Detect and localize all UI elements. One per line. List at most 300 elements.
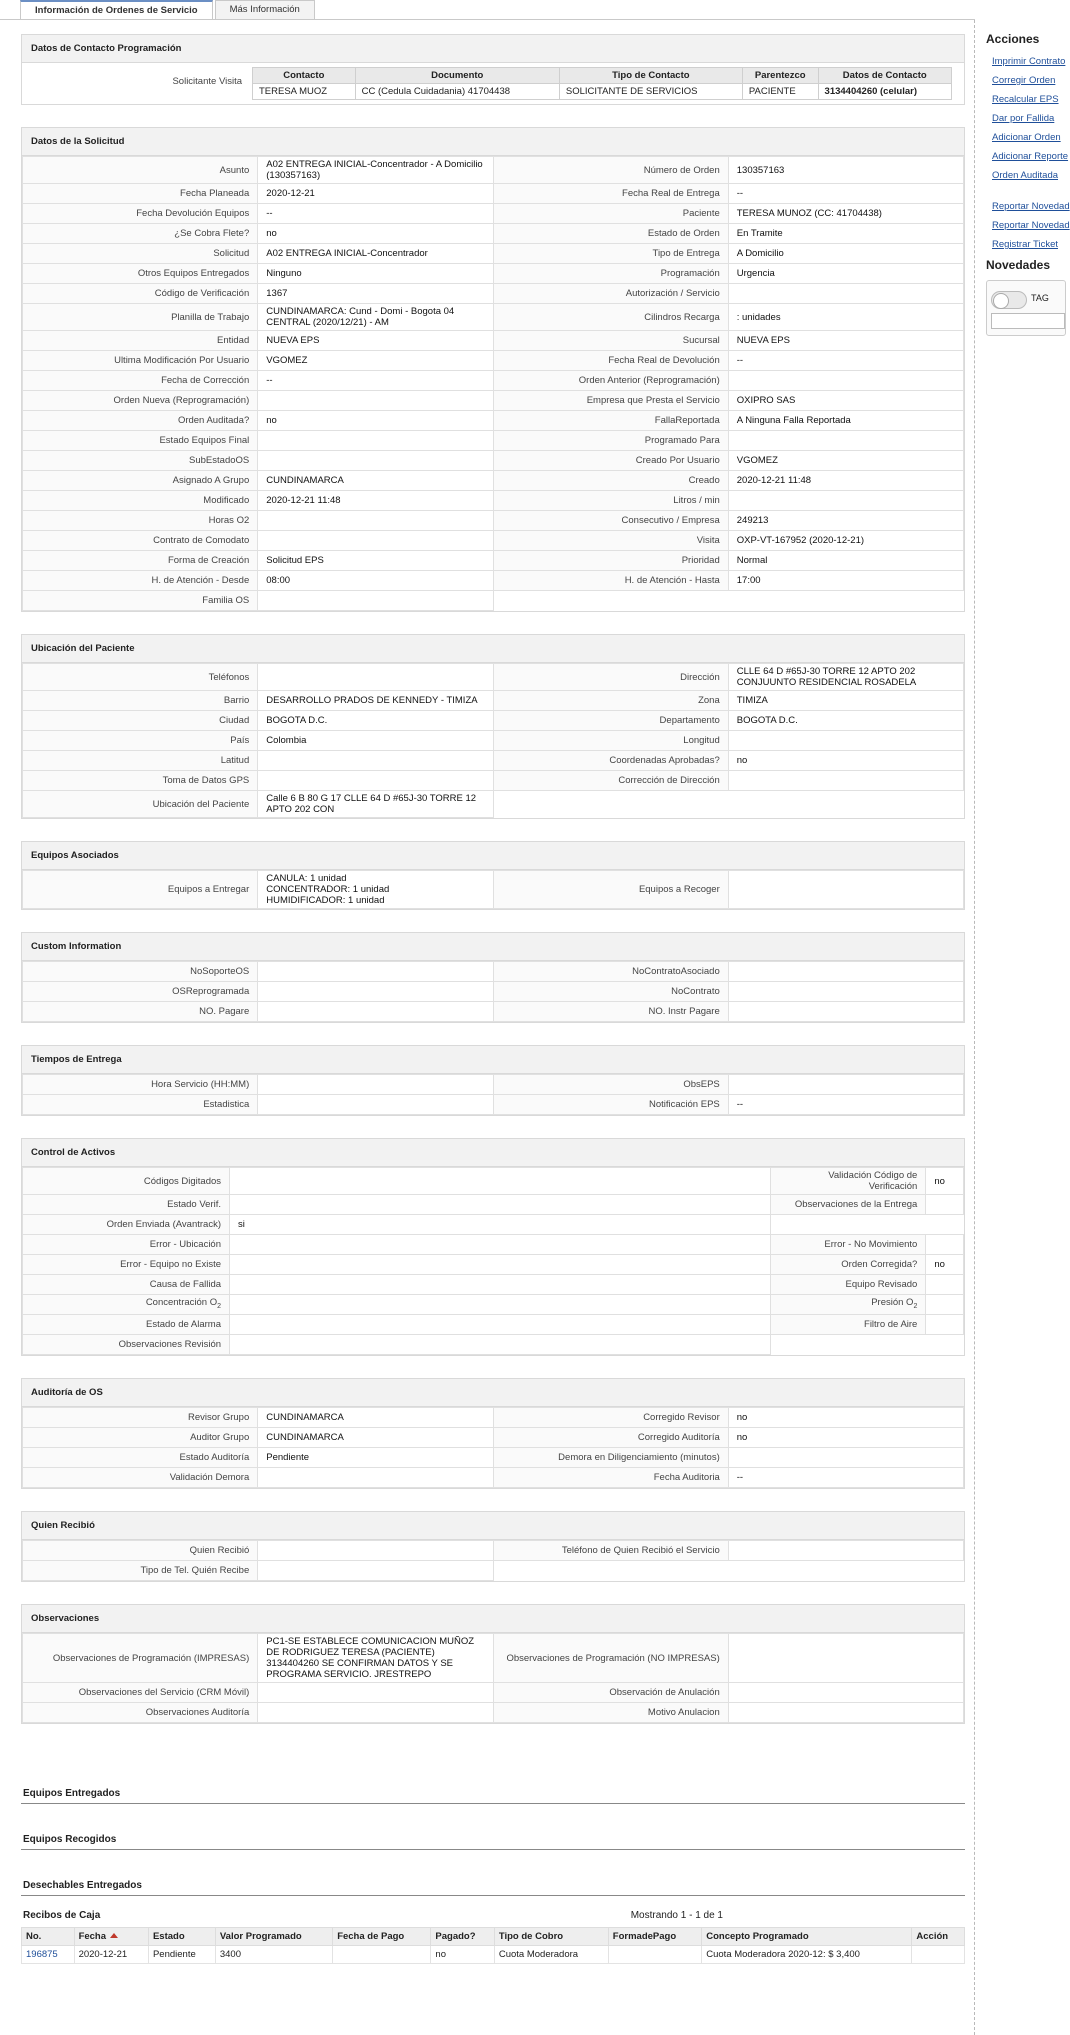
field-label: Familia OS xyxy=(23,591,258,611)
field-value-orden-nueva-reprogramacion xyxy=(258,391,493,411)
field-value-correccion-de-direccion xyxy=(728,771,963,791)
column-header-label: Valor Programado xyxy=(219,1931,302,1942)
field-label: Dirección xyxy=(493,664,728,691)
form-row xyxy=(23,204,964,224)
field-label: Litros / min xyxy=(493,491,728,511)
field-label: Revisor Grupo xyxy=(23,1408,258,1428)
field-value-orden-anterior-reprogramacion xyxy=(728,371,963,391)
field-label: Tipo de Entrega xyxy=(493,244,728,264)
field-value-fecha-real-de-entrega: -- xyxy=(728,184,963,204)
form-row xyxy=(23,1541,964,1561)
field-label: Fecha Auditoria xyxy=(493,1468,728,1488)
field-label: NoContratoAsociado xyxy=(493,962,728,982)
empty-cell xyxy=(926,1215,964,1235)
field-label: Prioridad xyxy=(493,551,728,571)
field-value-modificado: 2020-12-21 11:48 xyxy=(258,491,493,511)
field-value-error-equipo-no-existe xyxy=(230,1255,771,1275)
section-title: Control de Activos xyxy=(22,1139,964,1167)
field-label: Orden Corregida? xyxy=(771,1255,926,1275)
field-label: Zona xyxy=(493,691,728,711)
field-value-se-cobra-flete: no xyxy=(258,224,493,244)
field-label: Corregido Revisor xyxy=(493,1408,728,1428)
tab-informacion-ordenes[interactable]: Información de Ordenes de Servicio xyxy=(20,0,213,20)
field-label: Notificación EPS xyxy=(493,1095,728,1115)
field-label: Solicitud xyxy=(23,244,258,264)
field-label: Barrio xyxy=(23,691,258,711)
empty-cell xyxy=(493,591,728,611)
section-solicitud xyxy=(21,127,965,612)
field-label: Validación Código de Verificación xyxy=(771,1168,926,1195)
field-label: Observaciones de Programación (NO IMPRESAS) xyxy=(493,1634,728,1683)
field-label: Validación Demora xyxy=(23,1468,258,1488)
field-value-numero-de-orden: 130357163 xyxy=(728,157,963,184)
field-value-motivo-anulacion xyxy=(728,1703,963,1723)
field-label: Paciente xyxy=(493,204,728,224)
form-row xyxy=(23,664,964,691)
empty-cell xyxy=(728,791,963,818)
column-header-label: Fecha xyxy=(78,1931,107,1942)
field-value-nocontrato xyxy=(728,982,963,1002)
field-value-nosoporteos xyxy=(258,962,493,982)
cell-estado: Pendiente xyxy=(148,1946,215,1964)
contact-cell: CC (Cedula Cuidadania) 41704438 xyxy=(355,84,559,100)
field-value-fecha-planeada: 2020-12-21 xyxy=(258,184,493,204)
form-row xyxy=(23,284,964,304)
column-header: Documento xyxy=(355,68,559,84)
panel-separator xyxy=(974,20,975,2035)
form-table xyxy=(22,1407,964,1488)
actions-sidebar xyxy=(986,32,1070,336)
recibos-title: Recibos de Caja xyxy=(23,1910,101,1921)
form-row xyxy=(23,451,964,471)
form-row xyxy=(23,1275,964,1295)
field-value-tipo-de-entrega: A Domicilio xyxy=(728,244,963,264)
empty-cell xyxy=(771,1335,926,1355)
field-label: Modificado xyxy=(23,491,258,511)
form-row xyxy=(23,351,964,371)
form-row xyxy=(23,591,964,611)
form-row xyxy=(23,1215,964,1235)
field-value-observaciones-del-servicio-crm-movil xyxy=(258,1683,493,1703)
field-value-notificacion-eps: -- xyxy=(728,1095,963,1115)
field-label: Teléfono de Quien Recibió el Servicio xyxy=(493,1541,728,1561)
section-title: Custom Information xyxy=(22,933,964,961)
field-label: Motivo Anulacion xyxy=(493,1703,728,1723)
section-ubicacion xyxy=(21,634,965,819)
field-value-direccion: CLLE 64 D #65J-30 TORRE 12 APTO 202 CONJUUNTO RESIDENCIAL ROSADELA xyxy=(728,664,963,691)
form-row xyxy=(23,431,964,451)
form-row xyxy=(23,1195,964,1215)
field-value-osreprogramada xyxy=(258,982,493,1002)
field-label: Orden Nueva (Reprogramación) xyxy=(23,391,258,411)
cell-concepto-programado: Cuota Moderadora 2020-12: $ 3,400 xyxy=(702,1946,912,1964)
field-label: NoSoporteOS xyxy=(23,962,258,982)
form-row xyxy=(23,731,964,751)
field-value-empresa-que-presta-el-servicio: OXIPRO SAS xyxy=(728,391,963,411)
column-header: Tipo de Contacto xyxy=(559,68,742,84)
field-value-forma-de-creacion: Solicitud EPS xyxy=(258,551,493,571)
field-label: H. de Atención - Hasta xyxy=(493,571,728,591)
field-value-observaciones-revision xyxy=(230,1335,771,1355)
field-value-otros-equipos-entregados: Ninguno xyxy=(258,264,493,284)
form-row xyxy=(23,1448,964,1468)
field-value-observaciones-de-la-entrega xyxy=(926,1195,964,1215)
field-label: Número de Orden xyxy=(493,157,728,184)
field-value-validacion-demora xyxy=(258,1468,493,1488)
form-table xyxy=(22,1540,964,1581)
field-label: Error - Ubicación xyxy=(23,1235,230,1255)
field-label: Observaciones Auditoría xyxy=(23,1703,258,1723)
column-header-label: Fecha de Pago xyxy=(337,1931,405,1942)
action-link-registrar-ticket[interactable]: Registrar Ticket xyxy=(992,239,1058,250)
field-value-programacion: Urgencia xyxy=(728,264,963,284)
action-link-corregir-orden[interactable]: Corregir Orden xyxy=(992,75,1056,86)
form-table xyxy=(22,663,964,818)
field-label: Error - No Movimiento xyxy=(771,1235,926,1255)
field-value-fecha-de-correccion: -- xyxy=(258,371,493,391)
field-value-error-ubicacion xyxy=(230,1235,771,1255)
field-value-cilindros-recarga: : unidades xyxy=(728,304,963,331)
action-link-dar-por-fallida[interactable]: Dar por Fallida xyxy=(992,113,1055,124)
column-header: Parentezco xyxy=(742,68,818,84)
field-label: Auditor Grupo xyxy=(23,1428,258,1448)
field-value-estadistica xyxy=(258,1095,493,1115)
field-label: SubEstadoOS xyxy=(23,451,258,471)
action-link-recalcular-eps[interactable]: Recalcular EPS xyxy=(992,94,1059,105)
tag-widget xyxy=(986,280,1066,336)
field-value-tipo-de-tel-quien-recibe xyxy=(258,1561,493,1581)
form-row xyxy=(23,471,964,491)
field-label: OSReprogramada xyxy=(23,982,258,1002)
field-value-programado-para xyxy=(728,431,963,451)
form-row xyxy=(23,491,964,511)
field-label: Equipos a Recoger xyxy=(493,871,728,909)
tag-label: TAG xyxy=(1031,293,1049,303)
section-quien-recibio xyxy=(21,1511,965,1582)
field-value-orden-auditada: no xyxy=(258,411,493,431)
cell-tipo-de-cobro: Cuota Moderadora xyxy=(494,1946,608,1964)
equipos-entregar-list xyxy=(258,871,493,909)
empty-cell xyxy=(728,1561,963,1581)
equipo-item: HUMIDIFICADOR: 1 unidad xyxy=(266,895,385,906)
equipo-item: CANULA: 1 unidad xyxy=(266,873,347,884)
column-header: Contacto xyxy=(253,68,356,84)
field-value-observaciones-de-programacion-impresas: PC1-SE ESTABLECE COMUNICACION MUÑOZ DE RODRIGUEZ TERESA (PACIENTE) 3134404260 SE CONFIRMAN DATOS Y SE PROGRAMA SERVICIO. JRESTREPO xyxy=(258,1634,493,1683)
field-label: Forma de Creación xyxy=(23,551,258,571)
field-label: Demora en Diligenciamiento (minutos) xyxy=(493,1448,728,1468)
form-row xyxy=(23,264,964,284)
cell-accion xyxy=(912,1946,965,1964)
field-value-coordenadas-aprobadas: no xyxy=(728,751,963,771)
field-label: Estadistica xyxy=(23,1095,258,1115)
field-label: Consecutivo / Empresa xyxy=(493,511,728,531)
field-value-no-pagare xyxy=(258,1002,493,1022)
field-label: Equipos a Entregar xyxy=(23,871,258,909)
field-value-asignado-a-grupo: CUNDINAMARCA xyxy=(258,471,493,491)
field-label: Estado de Orden xyxy=(493,224,728,244)
contact-table xyxy=(252,67,952,100)
form-row xyxy=(23,1634,964,1683)
form-row xyxy=(23,1703,964,1723)
field-value-orden-enviada-avantrack: si xyxy=(230,1215,771,1235)
form-row xyxy=(23,411,964,431)
section-custom xyxy=(21,932,965,1023)
field-value-observacion-de-anulacion xyxy=(728,1683,963,1703)
field-label: NO. Instr Pagare xyxy=(493,1002,728,1022)
field-label: Código de Verificación xyxy=(23,284,258,304)
form-row xyxy=(23,331,964,351)
field-value-asunto: A02 ENTREGA INICIAL-Concentrador - A Domicilio (130357163) xyxy=(258,157,493,184)
tab-divider xyxy=(0,19,975,20)
form-row xyxy=(23,771,964,791)
field-value-error-no-movimiento xyxy=(926,1235,964,1255)
field-label: Fecha Devolución Equipos xyxy=(23,204,258,224)
recibos-table xyxy=(21,1927,965,1964)
field-value-presion-o2 xyxy=(926,1295,964,1315)
field-label: Otros Equipos Entregados xyxy=(23,264,258,284)
field-label: Toma de Datos GPS xyxy=(23,771,258,791)
form-row xyxy=(23,551,964,571)
field-label: Teléfonos xyxy=(23,664,258,691)
field-value-ciudad: BOGOTA D.C. xyxy=(258,711,493,731)
field-value-departamento: BOGOTA D.C. xyxy=(728,711,963,731)
action-link-orden-auditada[interactable]: Orden Auditada xyxy=(992,170,1059,181)
field-value-causa-de-fallida xyxy=(230,1275,771,1295)
field-label: Contrato de Comodato xyxy=(23,531,258,551)
contact-cell: TERESA MUOZ xyxy=(253,84,356,100)
cell-fecha-de-pago xyxy=(333,1946,431,1964)
field-label: Horas O2 xyxy=(23,511,258,531)
tab-mas-informacion[interactable]: Más Información xyxy=(215,0,315,20)
field-label: Ultima Modificación Por Usuario xyxy=(23,351,258,371)
form-row xyxy=(23,982,964,1002)
field-label: Planilla de Trabajo xyxy=(23,304,258,331)
field-value-corregido-revisor: no xyxy=(728,1408,963,1428)
form-table xyxy=(22,870,964,909)
field-label: Corrección de Dirección xyxy=(493,771,728,791)
pagination-info: Mostrando 1 - 1 de 1 xyxy=(630,1910,723,1921)
field-label: ObsEPS xyxy=(493,1075,728,1095)
field-value-contrato-de-comodato xyxy=(258,531,493,551)
cell-no[interactable] xyxy=(22,1946,75,1964)
field-label: Hora Servicio (HH:MM) xyxy=(23,1075,258,1095)
field-label: Fecha Real de Entrega xyxy=(493,184,728,204)
action-link-imprimir-contrato[interactable]: Imprimir Contrato xyxy=(992,56,1066,67)
column-header-label: Concepto Programado xyxy=(706,1931,809,1942)
section-tiempos xyxy=(21,1045,965,1116)
form-row xyxy=(23,511,964,531)
field-value-codigos-digitados xyxy=(230,1168,771,1195)
form-row xyxy=(23,1235,964,1255)
column-header-accion[interactable] xyxy=(912,1928,965,1946)
form-row xyxy=(23,371,964,391)
form-row xyxy=(23,1255,964,1275)
field-label: Solicitante Visita xyxy=(172,76,242,87)
form-row xyxy=(23,1683,964,1703)
field-value-nocontratoasociado xyxy=(728,962,963,982)
form-row xyxy=(23,1468,964,1488)
form-table xyxy=(22,961,964,1022)
field-label: Programado Para xyxy=(493,431,728,451)
field-label: Ubicación del Paciente xyxy=(23,791,258,818)
main-content xyxy=(21,34,965,1964)
column-header-pagado[interactable] xyxy=(431,1928,494,1946)
field-value-auditor-grupo: CUNDINAMARCA xyxy=(258,1428,493,1448)
field-value-fecha-real-de-devolucion: -- xyxy=(728,351,963,371)
field-label: Filtro de Aire xyxy=(771,1315,926,1335)
field-value-corregido-auditoria: no xyxy=(728,1428,963,1448)
field-label: Estado Verif. xyxy=(23,1195,230,1215)
field-value-solicitud: A02 ENTREGA INICIAL-Concentrador xyxy=(258,244,493,264)
action-link-reportar-novedad[interactable]: Reportar Novedad xyxy=(992,220,1070,231)
column-header-no[interactable] xyxy=(22,1928,75,1946)
field-value-longitud xyxy=(728,731,963,751)
field-value-autorizacion-servicio xyxy=(728,284,963,304)
table-row xyxy=(22,1946,965,1964)
action-link-adicionar-orden[interactable]: Adicionar Orden xyxy=(992,132,1061,143)
field-value-concentracion-o2 xyxy=(230,1295,771,1315)
cell-formadepago xyxy=(608,1946,701,1964)
field-value-revisor-grupo: CUNDINAMARCA xyxy=(258,1408,493,1428)
contact-cell: SOLICITANTE DE SERVICIOS xyxy=(559,84,742,100)
field-value-litros-min xyxy=(728,491,963,511)
field-label: Longitud xyxy=(493,731,728,751)
field-value xyxy=(728,871,963,909)
empty-cell xyxy=(493,791,728,818)
empty-cell xyxy=(493,1561,728,1581)
field-label: Estado Auditoría xyxy=(23,1448,258,1468)
field-value-hora-servicio-hh-mm xyxy=(258,1075,493,1095)
field-label: Orden Anterior (Reprogramación) xyxy=(493,371,728,391)
field-label: País xyxy=(23,731,258,751)
field-value-estado-verif xyxy=(230,1195,771,1215)
field-value-horas-o2 xyxy=(258,511,493,531)
field-value-zona: TIMIZA xyxy=(728,691,963,711)
section-title: Ubicación del Paciente xyxy=(22,635,964,663)
field-value-estado-auditoria: Pendiente xyxy=(258,1448,493,1468)
field-label: ¿Se Cobra Flete? xyxy=(23,224,258,244)
field-label: Equipo Revisado xyxy=(771,1275,926,1295)
field-label: Programación xyxy=(493,264,728,284)
field-label: Observaciones de Programación (IMPRESAS) xyxy=(23,1634,258,1683)
column-header-concepto-programado[interactable] xyxy=(702,1928,912,1946)
column-header-label: Pagado? xyxy=(435,1931,476,1942)
field-value-entidad: NUEVA EPS xyxy=(258,331,493,351)
column-header-fecha[interactable] xyxy=(74,1928,148,1946)
desechables-entregados-header: Desechables Entregados xyxy=(21,1876,965,1896)
field-label: Creado Por Usuario xyxy=(493,451,728,471)
field-value-ultima-modificacion-por-usuario: VGOMEZ xyxy=(258,351,493,371)
field-value-creado-por-usuario: VGOMEZ xyxy=(728,451,963,471)
equipo-item: CONCENTRADOR: 1 unidad xyxy=(266,884,390,895)
field-label: Creado xyxy=(493,471,728,491)
field-value-fecha-devolucion-equipos: -- xyxy=(258,204,493,224)
field-value-fallareportada: A Ninguna Falla Reportada xyxy=(728,411,963,431)
field-label: NoContrato xyxy=(493,982,728,1002)
column-header: Datos de Contacto xyxy=(818,68,951,84)
field-label: Asignado A Grupo xyxy=(23,471,258,491)
column-header-fecha-de-pago[interactable] xyxy=(333,1928,431,1946)
field-label: Cilindros Recarga xyxy=(493,304,728,331)
section-title: Equipos Asociados xyxy=(22,842,964,870)
action-link-reportar-novedad[interactable]: Reportar Novedad xyxy=(992,201,1070,212)
field-value-telefono-de-quien-recibio-el-servicio xyxy=(728,1541,963,1561)
field-value-orden-corregida: no xyxy=(926,1255,964,1275)
field-label: Estado de Alarma xyxy=(23,1315,230,1335)
field-label: Observaciones de la Entrega xyxy=(771,1195,926,1215)
action-link-adicionar-reporte[interactable]: Adicionar Reporte xyxy=(992,151,1069,162)
field-label: Causa de Fallida xyxy=(23,1275,230,1295)
field-value-estado-de-alarma xyxy=(230,1315,771,1335)
column-header-tipo-de-cobro[interactable] xyxy=(494,1928,608,1946)
recibo-link[interactable]: 196875 xyxy=(26,1949,58,1960)
section-auditoria xyxy=(21,1378,965,1489)
empty-cell xyxy=(926,1335,964,1355)
column-header-valor-programado[interactable] xyxy=(215,1928,332,1946)
form-row xyxy=(23,304,964,331)
form-row xyxy=(23,571,964,591)
form-row xyxy=(23,391,964,411)
sort-asc-icon[interactable] xyxy=(110,1933,118,1938)
field-label: FallaReportada xyxy=(493,411,728,431)
field-label: Asunto xyxy=(23,157,258,184)
field-value-latitud xyxy=(258,751,493,771)
form-row xyxy=(23,962,964,982)
form-row xyxy=(23,1095,964,1115)
form-row xyxy=(23,157,964,184)
section-observaciones xyxy=(21,1604,965,1724)
form-row xyxy=(23,244,964,264)
column-header-formadepago[interactable] xyxy=(608,1928,701,1946)
field-value-observaciones-de-programacion-no-impresas xyxy=(728,1634,963,1683)
form-table xyxy=(22,156,964,611)
section-title: Observaciones xyxy=(22,1605,964,1633)
tag-toggle[interactable] xyxy=(991,291,1027,309)
column-header-estado[interactable] xyxy=(148,1928,215,1946)
form-row xyxy=(23,691,964,711)
field-label: Estado Equipos Final xyxy=(23,431,258,451)
form-row xyxy=(23,791,964,818)
form-row xyxy=(23,711,964,731)
field-value-subestadoos xyxy=(258,451,493,471)
field-value-validacion-codigo-de-verificacion: no xyxy=(926,1168,964,1195)
field-label: Observaciones del Servicio (CRM Móvil) xyxy=(23,1683,258,1703)
field-value-prioridad: Normal xyxy=(728,551,963,571)
field-label: Fecha Planeada xyxy=(23,184,258,204)
cell-fecha: 2020-12-21 xyxy=(74,1946,148,1964)
field-label: NO. Pagare xyxy=(23,1002,258,1022)
equipos-recogidos-header: Equipos Recogidos xyxy=(21,1830,965,1850)
recibos-header xyxy=(23,1910,723,1921)
tag-input[interactable] xyxy=(991,313,1065,329)
contact-cell: PACIENTE xyxy=(742,84,818,100)
section-title: Datos de la Solicitud xyxy=(22,128,964,156)
form-row xyxy=(23,1168,964,1195)
field-value-estado-equipos-final xyxy=(258,431,493,451)
form-row xyxy=(23,1002,964,1022)
field-value-demora-en-diligenciamiento-minutos xyxy=(728,1448,963,1468)
field-label: Departamento xyxy=(493,711,728,731)
field-value-h-de-atencion-desde: 08:00 xyxy=(258,571,493,591)
form-table xyxy=(22,1633,964,1723)
cell-valor-programado: 3400 xyxy=(215,1946,332,1964)
field-label: Observaciones Revisión xyxy=(23,1335,230,1355)
field-value-paciente: TERESA MUNOZ (CC: 41704438) xyxy=(728,204,963,224)
section-title: Datos de Contacto Programación xyxy=(22,35,964,63)
field-value-telefonos xyxy=(258,664,493,691)
section-title: Auditoría de OS xyxy=(22,1379,964,1407)
field-label: Presión $O_2$ xyxy=(771,1295,926,1315)
